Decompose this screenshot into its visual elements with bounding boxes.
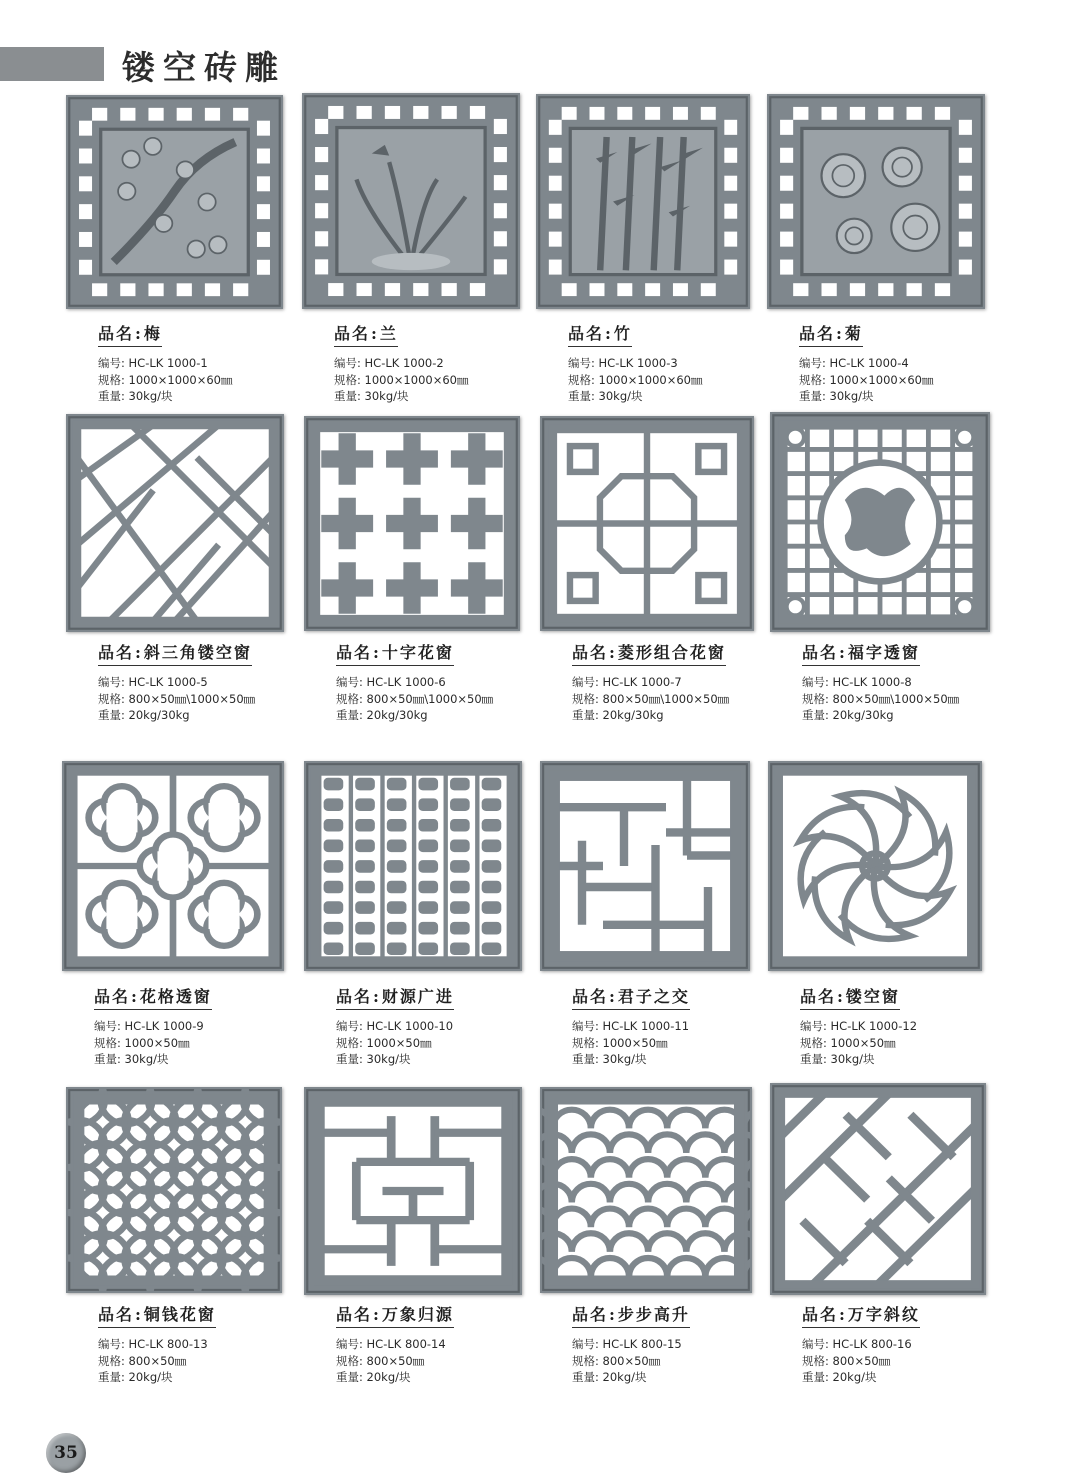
weight-row: 重量: 30kg/块 xyxy=(800,1052,875,1066)
size-row: 规格: 800×50㎜ xyxy=(572,1353,661,1368)
code-row: 编号: HC-LK 800-15 xyxy=(572,1337,682,1351)
weight-row: 重量: 20kg/块 xyxy=(336,1370,411,1384)
code-row: 编号: HC-LK 1000-9 xyxy=(94,1019,204,1033)
weight-row: 重量: 20kg/块 xyxy=(98,1370,173,1384)
size-row: 规格: 1000×1000×60㎜ xyxy=(799,372,934,387)
weight-row: 重量: 20kg/30kg xyxy=(336,708,428,722)
product-name: 品名:菱形组合花窗 xyxy=(572,640,726,666)
product-name: 品名:万字斜纹 xyxy=(802,1302,920,1328)
product-specs xyxy=(336,1336,536,1386)
size-row: 规格: 800×50㎜\1000×50㎜ xyxy=(98,691,256,706)
product-name: 品名:竹 xyxy=(568,321,632,347)
size-row: 规格: 1000×1000×60㎜ xyxy=(98,372,233,387)
code-row: 编号: HC-LK 1000-4 xyxy=(799,356,909,370)
weight-row: 重量: 30kg/块 xyxy=(568,389,643,403)
product-name: 品名:梅 xyxy=(98,321,162,347)
product-name: 品名:万象归源 xyxy=(336,1302,454,1328)
product-image xyxy=(540,416,754,631)
code-row: 编号: HC-LK 1000-6 xyxy=(336,675,446,689)
product-name: 品名:兰 xyxy=(334,321,398,347)
code-row: 编号: HC-LK 800-14 xyxy=(336,1337,446,1351)
size-row: 规格: 1000×1000×60㎜ xyxy=(334,372,469,387)
code-row: 编号: HC-LK 800-13 xyxy=(98,1337,208,1351)
product-specs xyxy=(800,1018,1000,1068)
product-image xyxy=(66,1087,282,1293)
code-row: 编号: HC-LK 1000-3 xyxy=(568,356,678,370)
header-accent-bar xyxy=(0,47,104,81)
product-image xyxy=(302,93,520,309)
weight-row: 重量: 30kg/块 xyxy=(334,389,409,403)
size-row: 规格: 800×50㎜\1000×50㎜ xyxy=(572,691,730,706)
product-image xyxy=(540,761,750,971)
product-name: 品名:斜三角镂空窗 xyxy=(98,640,252,666)
weight-row: 重量: 20kg/30kg xyxy=(572,708,664,722)
size-row: 规格: 1000×50㎜ xyxy=(336,1035,432,1050)
product-name: 品名:君子之交 xyxy=(572,984,690,1010)
weight-row: 重量: 20kg/30kg xyxy=(98,708,190,722)
product-image xyxy=(66,95,283,309)
size-row: 规格: 1000×50㎜ xyxy=(800,1035,896,1050)
size-row: 规格: 800×50㎜\1000×50㎜ xyxy=(336,691,494,706)
product-specs xyxy=(568,355,768,405)
product-specs xyxy=(572,674,772,724)
code-row: 编号: HC-LK 1000-2 xyxy=(334,356,444,370)
product-name: 品名:铜钱花窗 xyxy=(98,1302,216,1328)
product-image xyxy=(770,412,990,632)
product-specs xyxy=(336,1018,536,1068)
weight-row: 重量: 20kg/块 xyxy=(572,1370,647,1384)
product-image xyxy=(62,761,284,971)
product-specs xyxy=(98,674,298,724)
product-specs xyxy=(94,1018,294,1068)
weight-row: 重量: 30kg/块 xyxy=(572,1052,647,1066)
code-row: 编号: HC-LK 1000-12 xyxy=(800,1019,918,1033)
size-row: 规格: 800×50㎜ xyxy=(802,1353,891,1368)
product-specs xyxy=(799,355,999,405)
product-name: 品名:财源广进 xyxy=(336,984,454,1010)
product-image xyxy=(304,1087,522,1295)
code-row: 编号: HC-LK 1000-8 xyxy=(802,675,912,689)
weight-row: 重量: 30kg/块 xyxy=(94,1052,169,1066)
product-name: 品名:花格透窗 xyxy=(94,984,212,1010)
code-row: 编号: HC-LK 1000-11 xyxy=(572,1019,690,1033)
code-row: 编号: HC-LK 1000-1 xyxy=(98,356,208,370)
product-specs xyxy=(98,355,298,405)
code-row: 编号: HC-LK 800-16 xyxy=(802,1337,912,1351)
weight-row: 重量: 20kg/块 xyxy=(802,1370,877,1384)
product-name: 品名:镂空窗 xyxy=(800,984,900,1010)
weight-row: 重量: 20kg/30kg xyxy=(802,708,894,722)
code-row: 编号: HC-LK 1000-7 xyxy=(572,675,682,689)
product-name: 品名:菊 xyxy=(799,321,863,347)
product-name: 品名:十字花窗 xyxy=(336,640,454,666)
code-row: 编号: HC-LK 1000-10 xyxy=(336,1019,454,1033)
product-image xyxy=(536,94,750,309)
weight-row: 重量: 30kg/块 xyxy=(336,1052,411,1066)
size-row: 规格: 800×50㎜ xyxy=(98,1353,187,1368)
product-specs xyxy=(572,1336,772,1386)
product-specs xyxy=(98,1336,298,1386)
product-image xyxy=(770,1083,986,1295)
weight-row: 重量: 30kg/块 xyxy=(98,389,173,403)
page-number: 35 xyxy=(46,1433,86,1473)
page-title: 镂空砖雕 xyxy=(122,48,286,87)
product-image xyxy=(304,416,520,631)
product-specs xyxy=(572,1018,772,1068)
weight-row: 重量: 30kg/块 xyxy=(799,389,874,403)
size-row: 规格: 1000×1000×60㎜ xyxy=(568,372,703,387)
product-image xyxy=(540,1087,752,1293)
product-specs xyxy=(336,674,536,724)
product-name: 品名:步步高升 xyxy=(572,1302,690,1328)
size-row: 规格: 1000×50㎜ xyxy=(572,1035,668,1050)
size-row: 规格: 800×50㎜ xyxy=(336,1353,425,1368)
product-specs xyxy=(802,674,1002,724)
size-row: 规格: 1000×50㎜ xyxy=(94,1035,190,1050)
product-image xyxy=(304,761,522,971)
product-image xyxy=(767,94,985,309)
product-name: 品名:福字透窗 xyxy=(802,640,920,666)
code-row: 编号: HC-LK 1000-5 xyxy=(98,675,208,689)
product-specs xyxy=(334,355,534,405)
product-image xyxy=(768,761,982,971)
product-specs xyxy=(802,1336,1002,1386)
size-row: 规格: 800×50㎜\1000×50㎜ xyxy=(802,691,960,706)
product-image xyxy=(66,414,284,632)
